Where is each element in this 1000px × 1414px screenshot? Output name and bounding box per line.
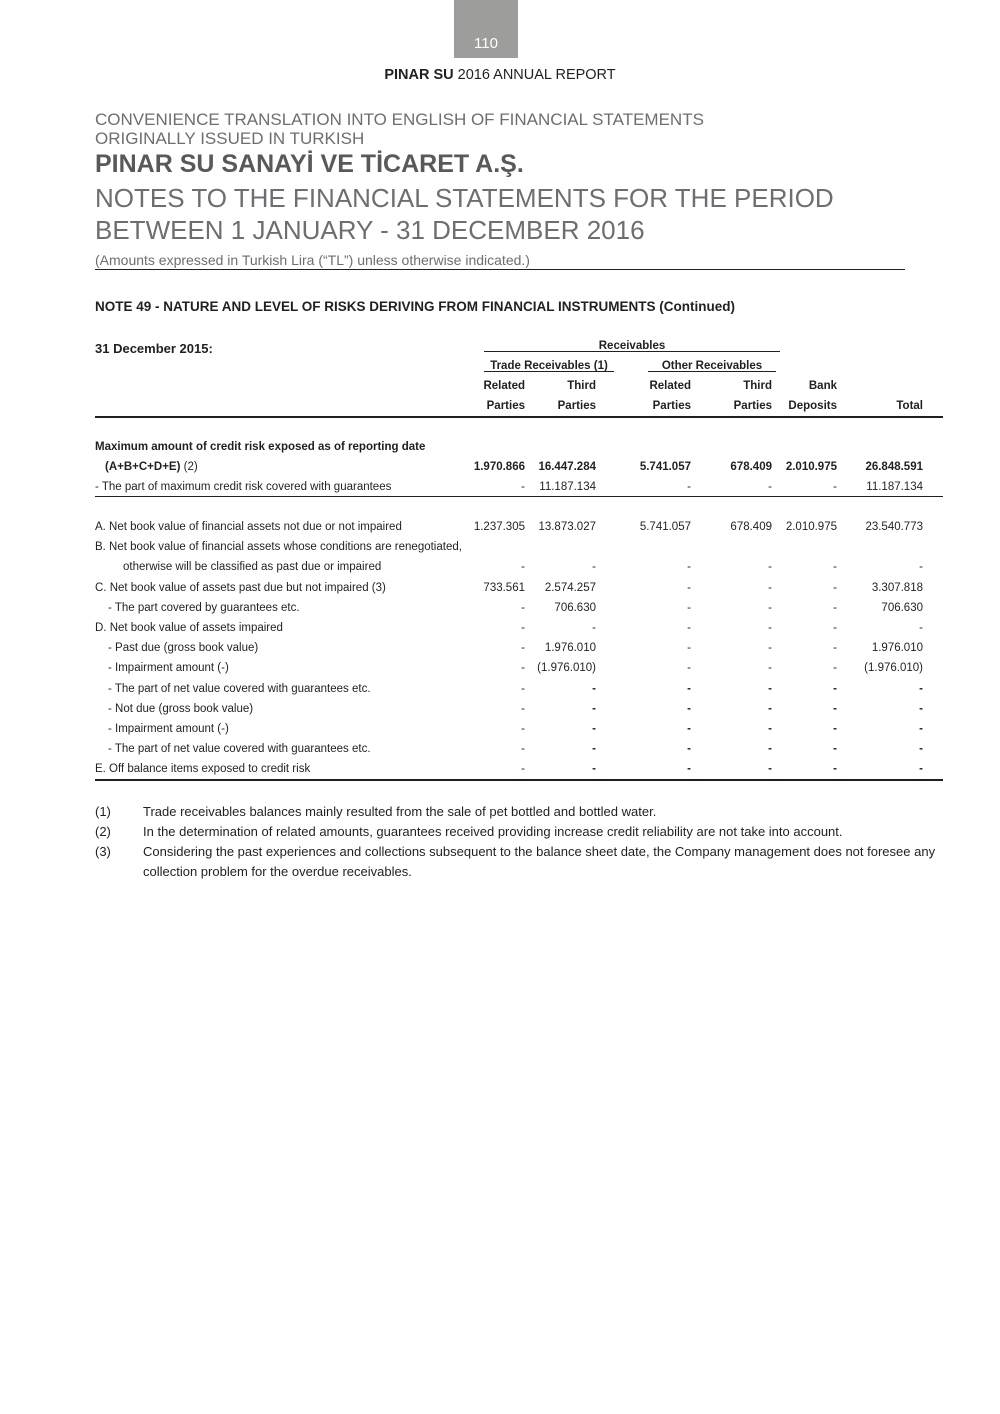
row-label-text: - The part of net value covered with guarantees etc. xyxy=(108,683,371,695)
row-label-text: (A+B+C+D+E) xyxy=(105,461,181,473)
table-cell: - xyxy=(521,481,525,493)
table-cell: - xyxy=(687,481,691,493)
company-name: PINAR SU SANAYİ VE TİCARET A.Ş. xyxy=(95,150,524,178)
table-cell: - xyxy=(919,561,923,573)
table-row xyxy=(0,441,1000,459)
row-label-text: E. Off balance items exposed to credit risk xyxy=(95,763,311,775)
table-cell: - xyxy=(687,723,691,735)
table-cell: (1.976.010) xyxy=(864,662,923,674)
row-label-text: D. Net book value of assets impaired xyxy=(95,622,283,634)
table-cell: - xyxy=(687,642,691,654)
table-cell: - xyxy=(833,723,837,735)
notes-line-2: BETWEEN 1 JANUARY - 31 DECEMBER 2016 xyxy=(95,215,645,245)
table-cell: 11.187.134 xyxy=(539,481,596,493)
row-label-text: - The part of net value covered with guarantees etc. xyxy=(108,743,371,755)
footnote-number: (2) xyxy=(95,824,111,839)
table-bottom-rule xyxy=(95,779,943,781)
convenience-line-2: ORIGINALLY ISSUED IN TURKISH xyxy=(95,129,365,148)
row-label xyxy=(95,541,462,553)
table-cell: - xyxy=(521,703,525,715)
table-cell: - xyxy=(768,622,772,634)
row-label xyxy=(95,521,402,533)
row-label-text: - Impairment amount (-) xyxy=(108,723,229,735)
divider-after-guarantees xyxy=(95,496,943,497)
table-cell: - xyxy=(592,561,596,573)
report-brand: PINAR SU xyxy=(384,67,454,83)
table-cell: - xyxy=(768,683,772,695)
table-row xyxy=(0,622,1000,640)
table-cell: - xyxy=(919,703,923,715)
table-row xyxy=(0,461,1000,479)
group-header-receivables: Receivables xyxy=(598,340,666,352)
column-header-line2: Parties xyxy=(486,400,525,412)
table-cell: - xyxy=(768,582,772,594)
table-cell: 678.409 xyxy=(730,521,772,533)
row-label xyxy=(108,683,371,695)
row-label xyxy=(123,561,381,573)
amounts-note: (Amounts expressed in Turkish Lira (“TL”) unless otherwise indicated.) xyxy=(95,252,530,268)
table-row xyxy=(0,683,1000,701)
table-cell: - xyxy=(592,622,596,634)
table-cell: - xyxy=(833,683,837,695)
column-header-line2: Deposits xyxy=(788,400,837,412)
column-header-line2: Parties xyxy=(557,400,596,412)
table-cell: 26.848.591 xyxy=(865,461,923,473)
table-cell: - xyxy=(521,743,525,755)
column-header-line1: Bank xyxy=(808,380,837,392)
table-cell: - xyxy=(521,561,525,573)
row-label-text: - Not due (gross book value) xyxy=(108,703,254,715)
table-cell: 2.574.257 xyxy=(544,582,596,594)
row-label-text: C. Net book value of assets past due but not impaired (3) xyxy=(95,582,386,594)
table-cell: - xyxy=(768,602,772,614)
table-cell: - xyxy=(919,743,923,755)
group-header-trade-receivables: Trade Receivables (1) xyxy=(490,360,608,372)
row-label-text: Maximum amount of credit risk exposed as of reporting date xyxy=(95,441,426,453)
page-number-tab xyxy=(454,0,518,58)
row-label xyxy=(108,723,229,735)
table-cell: - xyxy=(521,642,525,654)
table-cell: - xyxy=(592,703,596,715)
column-header-line1: Related xyxy=(649,380,691,392)
table-cell: - xyxy=(687,622,691,634)
table-cell: - xyxy=(833,763,837,775)
row-label xyxy=(108,703,253,715)
row-label-text: - The part of maximum credit risk covered with guarantees xyxy=(95,481,392,493)
table-cell: - xyxy=(687,763,691,775)
table-row xyxy=(0,582,1000,600)
table-cell: - xyxy=(687,662,691,674)
table-cell: 2.010.975 xyxy=(785,461,837,473)
row-label-text: - The part covered by guarantees etc. xyxy=(108,602,300,614)
table-cell: - xyxy=(833,622,837,634)
table-cell: - xyxy=(521,662,525,674)
table-cell: 5.741.057 xyxy=(639,461,691,473)
row-label xyxy=(108,602,300,614)
table-row xyxy=(0,521,1000,539)
row-label xyxy=(95,481,391,493)
row-label xyxy=(95,582,386,594)
table-cell: - xyxy=(833,561,837,573)
group-underline-other xyxy=(648,371,776,372)
table-cell: 3.307.818 xyxy=(871,582,923,594)
column-header-line2: Total xyxy=(896,400,923,412)
table-cell: 1.976.010 xyxy=(871,642,923,654)
table-cell: 13.873.027 xyxy=(538,521,596,533)
column-header-line1: Related xyxy=(483,380,525,392)
footnote-text: In the determination of related amounts, guarantees received providing increase credit reliability are not take into account. xyxy=(143,824,843,839)
table-cell: 678.409 xyxy=(730,461,772,473)
footnote-number: (1) xyxy=(95,804,111,819)
row-label-text: otherwise will be classified as past due or impaired xyxy=(123,561,382,573)
notes-line-1: NOTES TO THE FINANCIAL STATEMENTS FOR THE PERIOD xyxy=(95,183,834,213)
group-header-other-receivables: Other Receivables xyxy=(661,360,763,372)
table-cell: - xyxy=(521,622,525,634)
row-label-text: - Past due (gross book value) xyxy=(108,642,259,654)
table-cell: 23.540.773 xyxy=(865,521,923,533)
table-cell: - xyxy=(592,723,596,735)
table-cell: - xyxy=(833,642,837,654)
table-row xyxy=(0,743,1000,761)
row-label-text: B. Net book value of financial assets whose conditions are renegotiated, xyxy=(95,541,462,553)
table-cell: - xyxy=(592,763,596,775)
table-cell: - xyxy=(592,743,596,755)
table-row xyxy=(0,541,1000,559)
header-rule xyxy=(95,416,943,418)
table-cell: - xyxy=(521,602,525,614)
table-cell: - xyxy=(768,763,772,775)
row-label xyxy=(105,461,198,473)
table-cell: - xyxy=(687,602,691,614)
table-cell: - xyxy=(521,763,525,775)
group-underline-trade xyxy=(484,371,614,372)
table-cell: 11.187.134 xyxy=(866,481,923,493)
table-cell: - xyxy=(919,723,923,735)
table-cell: - xyxy=(919,763,923,775)
table-cell: 706.630 xyxy=(554,602,596,614)
table-cell: - xyxy=(768,703,772,715)
table-row xyxy=(0,703,1000,721)
table-cell: - xyxy=(768,561,772,573)
table-cell: - xyxy=(833,662,837,674)
table-cell: 706.630 xyxy=(881,602,923,614)
row-label xyxy=(108,743,371,755)
table-cell: - xyxy=(768,723,772,735)
table-cell: - xyxy=(833,602,837,614)
table-cell: 1.970.866 xyxy=(473,461,525,473)
row-label-text: A. Net book value of financial assets not due or not impaired xyxy=(95,521,402,533)
table-row xyxy=(0,642,1000,660)
notes-heading xyxy=(95,182,915,246)
note-title: NOTE 49 - NATURE AND LEVEL OF RISKS DERIVING FROM FINANCIAL INSTRUMENTS (Continued) xyxy=(95,299,736,314)
row-label xyxy=(95,763,310,775)
table-cell: 1.976.010 xyxy=(544,642,596,654)
column-header-line1: Third xyxy=(743,380,772,392)
table-row xyxy=(0,662,1000,680)
table-cell: - xyxy=(768,743,772,755)
header-divider xyxy=(95,269,905,270)
footnote-text: Considering the past experiences and collections subsequent to the balance sheet date, the Company management does not foresee any collection problem for the overdue receivables. xyxy=(143,844,936,879)
table-cell: - xyxy=(833,703,837,715)
table-cell: - xyxy=(833,743,837,755)
table-cell: - xyxy=(687,683,691,695)
convenience-translation-heading xyxy=(95,110,915,148)
table-row xyxy=(0,602,1000,620)
row-label xyxy=(95,622,283,634)
footnote-number: (3) xyxy=(95,844,111,859)
report-title xyxy=(0,67,1000,83)
table-cell: - xyxy=(833,481,837,493)
table-cell: - xyxy=(521,723,525,735)
table-cell: - xyxy=(919,622,923,634)
table-cell: - xyxy=(768,481,772,493)
table-cell: 2.010.975 xyxy=(785,521,837,533)
table-cell: - xyxy=(687,582,691,594)
table-cell: 733.561 xyxy=(483,582,525,594)
column-header-line2: Parties xyxy=(733,400,772,412)
table-cell: - xyxy=(919,683,923,695)
table-row xyxy=(0,561,1000,579)
table-cell: - xyxy=(687,561,691,573)
report-subtitle: 2016 ANNUAL REPORT xyxy=(457,67,616,83)
row-label xyxy=(108,642,258,654)
table-row xyxy=(0,723,1000,741)
convenience-line-1: CONVENIENCE TRANSLATION INTO ENGLISH OF FINANCIAL STATEMENTS xyxy=(95,110,704,129)
group-underline-receivables xyxy=(484,351,780,352)
row-label xyxy=(95,441,425,453)
row-label xyxy=(108,662,229,674)
table-cell: - xyxy=(833,582,837,594)
footnote-ref: (2) xyxy=(183,461,198,473)
column-header-line2: Parties xyxy=(652,400,691,412)
page-number: 110 xyxy=(474,35,498,52)
table-date-label: 31 December 2015: xyxy=(95,341,213,356)
table-cell: - xyxy=(521,683,525,695)
table-cell: - xyxy=(768,642,772,654)
table-cell: (1.976.010) xyxy=(537,662,596,674)
table-cell: 5.741.057 xyxy=(639,521,691,533)
footnote-text: Trade receivables balances mainly resulted from the sale of pet bottled and bottled water. xyxy=(143,804,657,819)
column-header-line1: Third xyxy=(567,380,596,392)
row-label-text: - Impairment amount (-) xyxy=(108,662,229,674)
table-cell: - xyxy=(768,662,772,674)
table-cell: - xyxy=(687,703,691,715)
table-cell: - xyxy=(592,683,596,695)
table-cell: - xyxy=(687,743,691,755)
table-cell: 16.447.284 xyxy=(538,461,596,473)
table-cell: 1.237.305 xyxy=(473,521,525,533)
